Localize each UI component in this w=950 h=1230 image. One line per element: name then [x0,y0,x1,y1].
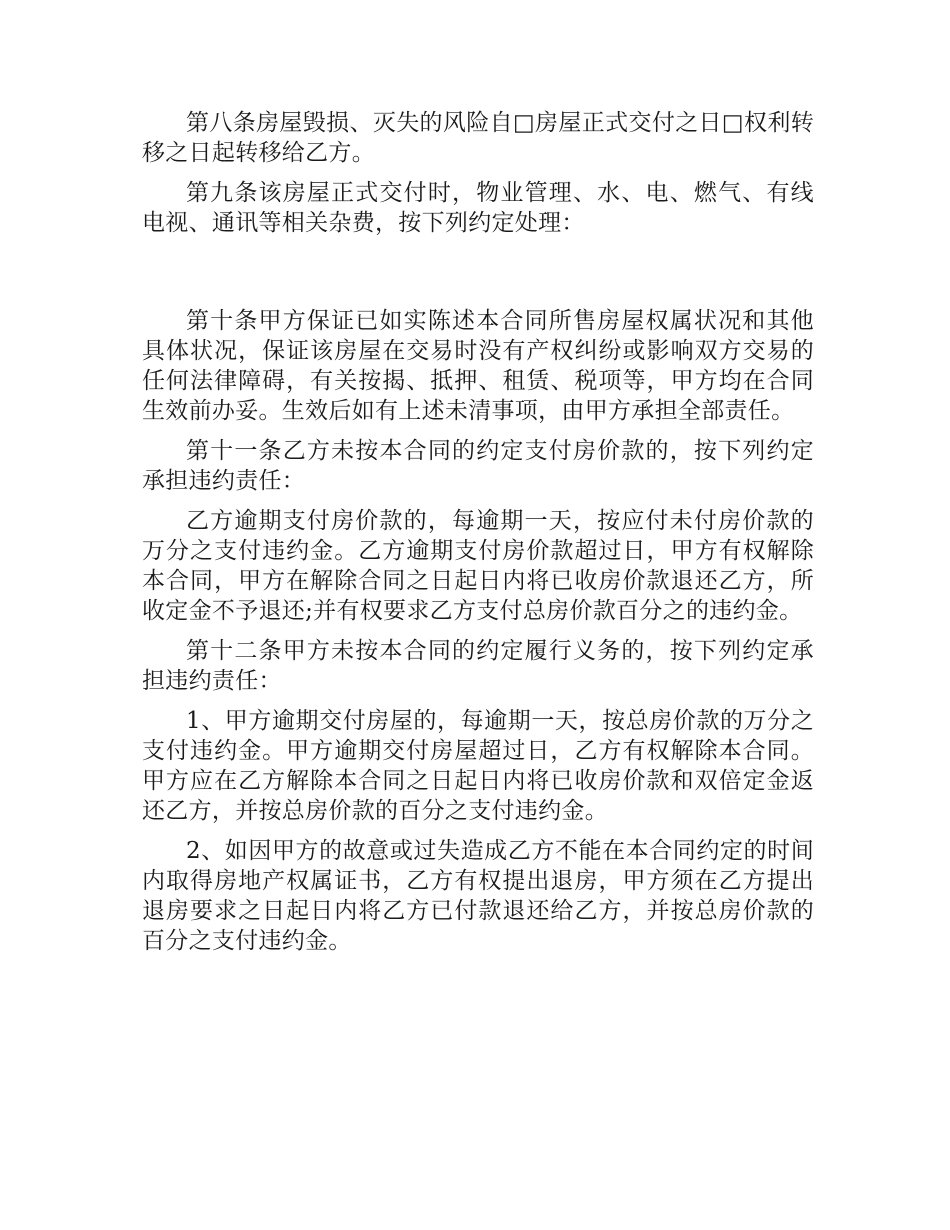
paragraph-certificate-failure: 2、如因甲方的故意或过失造成乙方不能在本合同约定的时间内取得房地产权属证书，乙方有权提出退房，甲方须在乙方提出退房要求之日起日内将乙方已付款退还给乙方，并按总房价款的百分之支付违约金。 [142,838,814,954]
paragraph-seller-late-delivery: 1、甲方逾期交付房屋的，每逾期一天，按总房价款的万分之支付违约金。甲方逾期交付房屋超过日，乙方有权解除本合同。甲方应在乙方解除本合同之日起日内将已收房价款和双倍定金返还乙方，并按总房价款的百分之支付违约金。 [142,708,814,824]
paragraph-article-9: 第九条该房屋正式交付时，物业管理、水、电、燃气、有线电视、通讯等相关杂费，按下列约定处理： [142,180,814,236]
paragraph-article-10: 第十条甲方保证已如实陈述本合同所售房屋权属状况和其他具体状况，保证该房屋在交易时没有产权纠纷或影响双方交易的任何法律障碍，有关按揭、抵押、租赁、税项等，甲方均在合同生效前办妥。生效后如有上述未清事项，由甲方承担全部责任。 [142,308,814,424]
paragraph-article-8: 第八条房屋毁损、灭失的风险自□房屋正式交付之日□权利转移之日起转移给乙方。 [142,110,814,166]
document-body [142,108,814,966]
paragraph-article-11: 第十一条乙方未按本合同的约定支付房价款的，按下列约定承担违约责任： [142,438,814,494]
paragraph-buyer-late-payment: 乙方逾期支付房价款的，每逾期一天，按应付未付房价款的万分之支付违约金。乙方逾期支付房价款超过日，甲方有权解除本合同，甲方在解除合同之日起日内将已收房价款退还乙方，所收定金不予退还;并有权要求乙方支付总房价款百分之的违约金。 [142,508,814,624]
paragraph-article-12: 第十二条甲方未按本合同的约定履行义务的，按下列约定承担违约责任： [142,638,814,694]
